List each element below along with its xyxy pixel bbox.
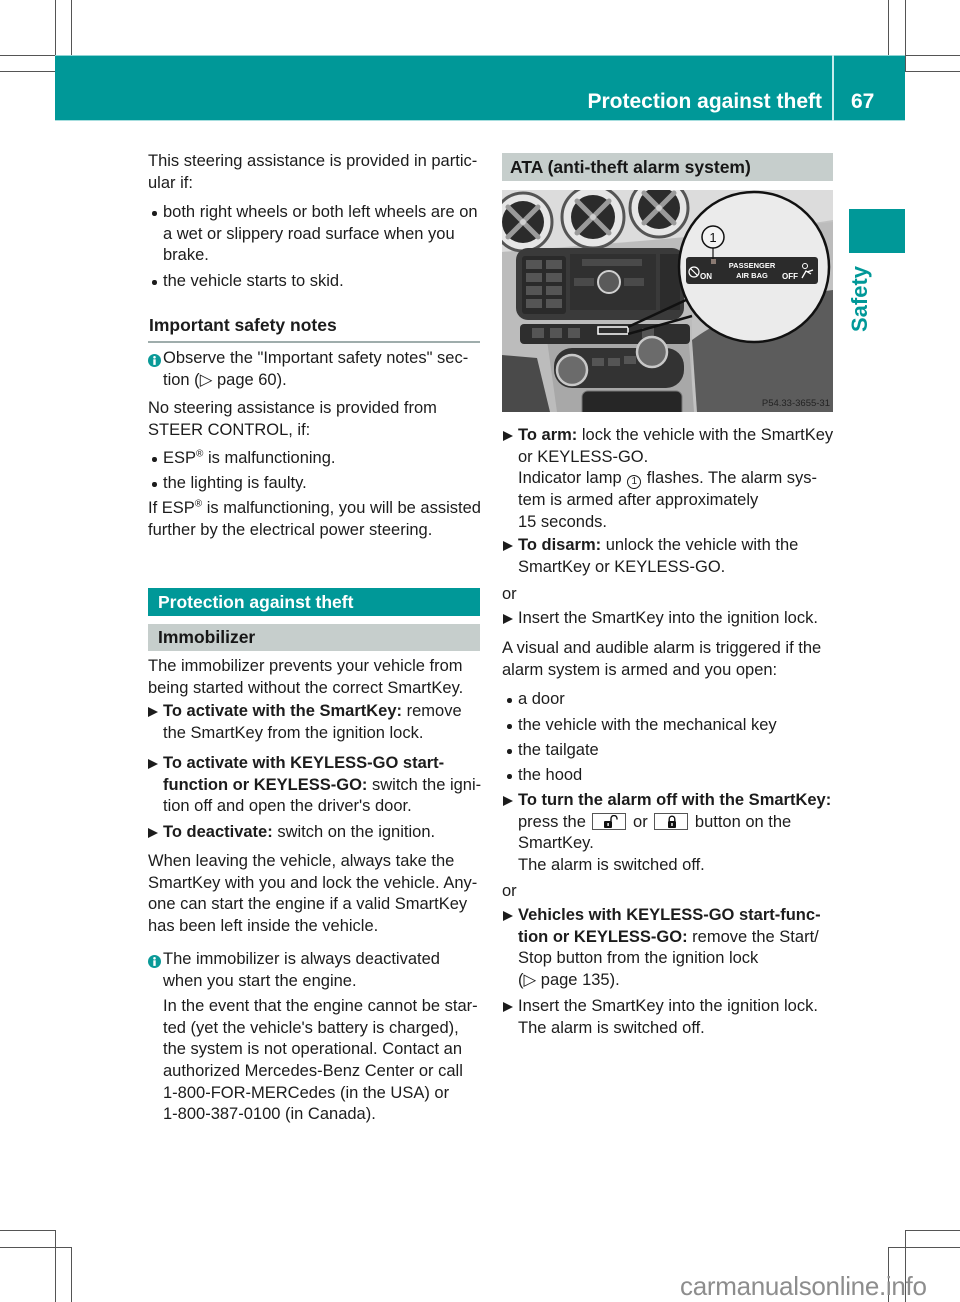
indicator-lamp bbox=[711, 259, 716, 264]
callout-number: 1 bbox=[709, 230, 717, 245]
list-item bbox=[163, 473, 307, 495]
text-line: the lighting is faulty. bbox=[163, 474, 307, 492]
text-line bbox=[518, 425, 833, 447]
text-line: 1-800-FOR-MERCedes (in the USA) or bbox=[163, 1083, 450, 1102]
instruction-step-insert bbox=[518, 996, 818, 1039]
text-line: a wet or slippery road surface when you bbox=[163, 224, 455, 243]
text-line: the hood bbox=[518, 766, 583, 784]
subsection-band-immobilizer: Immobilizer bbox=[148, 624, 480, 651]
figure-code: P54.33-3655-31 bbox=[761, 398, 830, 409]
result-text: The alarm is switched off. bbox=[518, 856, 705, 875]
text-fragment: ( bbox=[518, 971, 524, 990]
text-fragment: button on the bbox=[690, 812, 792, 831]
air-vent-icon bbox=[630, 190, 688, 237]
step-arrow-icon bbox=[148, 759, 158, 769]
list-item bbox=[518, 689, 565, 711]
bullet-icon bbox=[507, 698, 512, 703]
text-line: the system is not operational. Contact an bbox=[163, 1040, 462, 1059]
plate-label-line2: AIR BAG bbox=[736, 271, 768, 280]
step-label: To deactivate: bbox=[163, 823, 273, 841]
step-text: remove the Start/ bbox=[687, 927, 819, 946]
or-separator: or bbox=[502, 585, 517, 603]
list-item bbox=[518, 740, 599, 762]
text-line: STEER CONTROL, if: bbox=[148, 420, 311, 439]
text-line: A visual and audible alarm is triggered if the bbox=[502, 639, 822, 657]
text-line: both right wheels or both left wheels are on bbox=[163, 203, 478, 221]
text-line: 1-800-387-0100 (in Canada). bbox=[163, 1105, 376, 1124]
step-label: function or KEYLESS-GO: bbox=[163, 775, 368, 794]
text-fragment: ). bbox=[609, 971, 620, 990]
intro-paragraph bbox=[148, 151, 477, 194]
text-line: authorized Mercedes-Benz Center or call bbox=[163, 1062, 463, 1081]
text-fragment: ). bbox=[276, 370, 287, 389]
text-line bbox=[163, 448, 335, 470]
text-line bbox=[163, 775, 481, 797]
crop-mark bbox=[888, 0, 889, 55]
text-line bbox=[163, 370, 468, 392]
crop-mark bbox=[905, 0, 906, 71]
text-line: being started without the correct SmartKey. bbox=[148, 678, 464, 697]
bullet-icon bbox=[152, 211, 157, 216]
step-label: tion or KEYLESS-GO: bbox=[518, 927, 688, 946]
text-line: the vehicle with the mechanical key bbox=[518, 716, 777, 734]
registered-mark: ® bbox=[196, 448, 204, 460]
text-fragment: If ESP bbox=[148, 499, 195, 517]
step-arrow-icon bbox=[503, 614, 513, 624]
crop-mark bbox=[0, 71, 55, 72]
text-line bbox=[518, 970, 821, 992]
section-band-protection-against-theft: Protection against theft bbox=[148, 588, 480, 616]
crop-mark bbox=[0, 1230, 55, 1231]
air-vent-icon bbox=[502, 193, 552, 251]
radio-unit bbox=[516, 248, 690, 344]
text-line: tem is armed after approximately bbox=[518, 491, 759, 510]
dashboard-figure bbox=[502, 190, 833, 412]
crop-mark bbox=[905, 71, 960, 72]
leaving-vehicle-paragraph bbox=[148, 851, 477, 938]
page-reference-link[interactable]: ▷ page 60 bbox=[199, 370, 277, 389]
list-item bbox=[518, 715, 777, 737]
heading-rule bbox=[148, 341, 480, 343]
text-line: or KEYLESS-GO. bbox=[518, 447, 649, 466]
text-line: tion off and open the driver's door. bbox=[163, 797, 412, 816]
step-arrow-icon bbox=[503, 431, 513, 441]
bullet-icon bbox=[152, 482, 157, 487]
text-line: the vehicle starts to skid. bbox=[163, 272, 344, 290]
bullet-icon bbox=[507, 749, 512, 754]
registered-mark: ® bbox=[194, 498, 203, 510]
if-esp-paragraph bbox=[148, 498, 481, 541]
text-line: Stop button from the ignition lock bbox=[518, 949, 759, 968]
text-line: The immobilizer prevents your vehicle from bbox=[148, 657, 463, 675]
text-line bbox=[518, 812, 831, 834]
text-line bbox=[518, 927, 821, 949]
step-text: switch on the ignition. bbox=[272, 823, 436, 841]
page-header-title: Protection against theft bbox=[587, 90, 822, 113]
step-arrow-icon bbox=[503, 911, 513, 921]
text-line: further by the electrical power steering. bbox=[148, 520, 433, 539]
text-line bbox=[163, 701, 462, 723]
text-line: ular if: bbox=[148, 173, 193, 192]
text-fragment: Indicator lamp bbox=[518, 469, 627, 488]
text-line: Insert the SmartKey into the ignition lock. bbox=[518, 609, 818, 627]
text-fragment: is malfunctioning. bbox=[203, 449, 336, 467]
immobilizer-intro-paragraph bbox=[148, 656, 463, 699]
page-number: 67 bbox=[851, 90, 875, 113]
step-text: lock the vehicle with the SmartKey bbox=[577, 426, 834, 444]
step-label: To activate with KEYLESS-GO start- bbox=[163, 754, 445, 772]
text-line: when you start the engine. bbox=[163, 971, 357, 990]
step-label: To activate with the SmartKey: bbox=[163, 702, 403, 720]
text-line: the tailgate bbox=[518, 741, 599, 759]
plate-off-label: OFF bbox=[782, 272, 798, 281]
instruction-step-insert bbox=[518, 608, 818, 630]
plate-label-line1: PASSENGER bbox=[728, 261, 776, 270]
step-arrow-icon bbox=[503, 796, 513, 806]
text-line: Observe the "Important safety notes" sec- bbox=[163, 349, 469, 367]
text-line: 15 seconds. bbox=[518, 512, 607, 531]
lock-button-icon bbox=[654, 813, 688, 830]
info-note-observe bbox=[163, 348, 468, 391]
bullet-icon bbox=[152, 457, 157, 462]
text-line: has been left inside the vehicle. bbox=[148, 917, 379, 936]
text-fragment: tion ( bbox=[163, 370, 200, 389]
text-fragment: ESP bbox=[163, 449, 197, 467]
step-text: unlock the vehicle with the bbox=[601, 536, 799, 554]
instruction-step-arm bbox=[518, 425, 833, 533]
callout-number-icon: 1 bbox=[627, 475, 641, 489]
header-divider bbox=[832, 55, 834, 121]
side-tab-marker bbox=[849, 209, 905, 253]
text-fragment: flashes. The alarm sys- bbox=[642, 469, 818, 488]
instruction-step bbox=[163, 822, 435, 844]
text-line: The immobilizer is always deactivated bbox=[163, 950, 440, 968]
text-line: SmartKey. bbox=[518, 834, 594, 853]
step-label: To disarm: bbox=[518, 536, 602, 554]
step-text: switch the igni- bbox=[367, 775, 482, 794]
list-item bbox=[163, 271, 344, 293]
plate-on-label: ON bbox=[700, 272, 712, 281]
text-line: one can start the engine if a valid SmartKey bbox=[148, 895, 468, 914]
info-icon bbox=[148, 955, 161, 968]
crop-mark bbox=[888, 1247, 960, 1248]
list-item bbox=[518, 765, 582, 787]
step-label: To arm: bbox=[518, 426, 578, 444]
crop-mark bbox=[71, 1247, 72, 1302]
text-line: Insert the SmartKey into the ignition lock. bbox=[518, 997, 818, 1015]
text-line: ted (yet the vehicle's battery is charged), bbox=[163, 1018, 459, 1037]
step-arrow-icon bbox=[503, 541, 513, 551]
crop-mark bbox=[905, 1230, 960, 1231]
text-line: SmartKey or KEYLESS-GO. bbox=[518, 557, 726, 576]
watermark: carmanualsonline.info bbox=[680, 1271, 927, 1301]
text-fragment: or bbox=[628, 812, 653, 831]
result-text: The alarm is switched off. bbox=[518, 1018, 705, 1037]
instruction-step-turn-off bbox=[518, 790, 831, 877]
text-line: a door bbox=[518, 690, 565, 708]
text-line bbox=[148, 498, 481, 520]
step-label: To turn the alarm off with the SmartKey: bbox=[518, 791, 832, 809]
instruction-step-disarm bbox=[518, 535, 798, 578]
info-note-immobilizer bbox=[163, 949, 440, 992]
list-item bbox=[163, 448, 335, 470]
text-line: SmartKey with you and lock the vehicle. Any- bbox=[148, 873, 478, 892]
bullet-icon bbox=[152, 280, 157, 285]
section-band-ata: ATA (anti-theft alarm system) bbox=[502, 153, 833, 181]
step-arrow-icon bbox=[503, 1002, 513, 1012]
bullet-icon bbox=[507, 774, 512, 779]
text-line bbox=[163, 822, 435, 844]
alarm-trigger-paragraph bbox=[502, 638, 821, 681]
unlock-button-icon bbox=[592, 813, 626, 830]
step-arrow-icon bbox=[148, 707, 158, 717]
crop-mark bbox=[71, 0, 72, 55]
air-vent-icon bbox=[562, 190, 624, 248]
crop-mark bbox=[55, 1230, 56, 1302]
instruction-step bbox=[163, 753, 481, 818]
list-item bbox=[163, 202, 478, 267]
section-heading-important-safety-notes: Important safety notes bbox=[149, 315, 337, 335]
page-reference-link[interactable]: ▷ page 135 bbox=[523, 971, 610, 990]
magnifier-callout bbox=[679, 192, 829, 342]
text-line: When leaving the vehicle, always take the bbox=[148, 852, 455, 870]
step-label: Vehicles with KEYLESS-GO start-func- bbox=[518, 906, 821, 924]
side-tab-label: Safety bbox=[847, 265, 872, 333]
text-line bbox=[518, 468, 833, 490]
text-line bbox=[518, 535, 798, 557]
no-steering-paragraph bbox=[148, 398, 437, 441]
info-icon bbox=[148, 354, 161, 367]
text-line: No steering assistance is provided from bbox=[148, 399, 437, 417]
text-line: brake. bbox=[163, 246, 209, 265]
text-line: In the event that the engine cannot be star- bbox=[163, 997, 478, 1015]
step-arrow-icon bbox=[148, 828, 158, 838]
instruction-step-keyless bbox=[518, 905, 821, 992]
text-fragment: is malfunctioning, you will be assisted bbox=[202, 499, 481, 517]
bullet-icon bbox=[507, 724, 512, 729]
or-separator: or bbox=[502, 882, 517, 900]
text-fragment: press the bbox=[518, 812, 591, 831]
text-line: the SmartKey from the ignition lock. bbox=[163, 723, 424, 742]
crop-mark bbox=[0, 1247, 71, 1248]
step-text: remove bbox=[402, 702, 462, 720]
text-line: alarm system is armed and you open: bbox=[502, 660, 778, 679]
info-note-immobilizer-body bbox=[163, 996, 478, 1126]
instruction-step bbox=[163, 701, 462, 744]
text-line: This steering assistance is provided in partic- bbox=[148, 152, 478, 170]
